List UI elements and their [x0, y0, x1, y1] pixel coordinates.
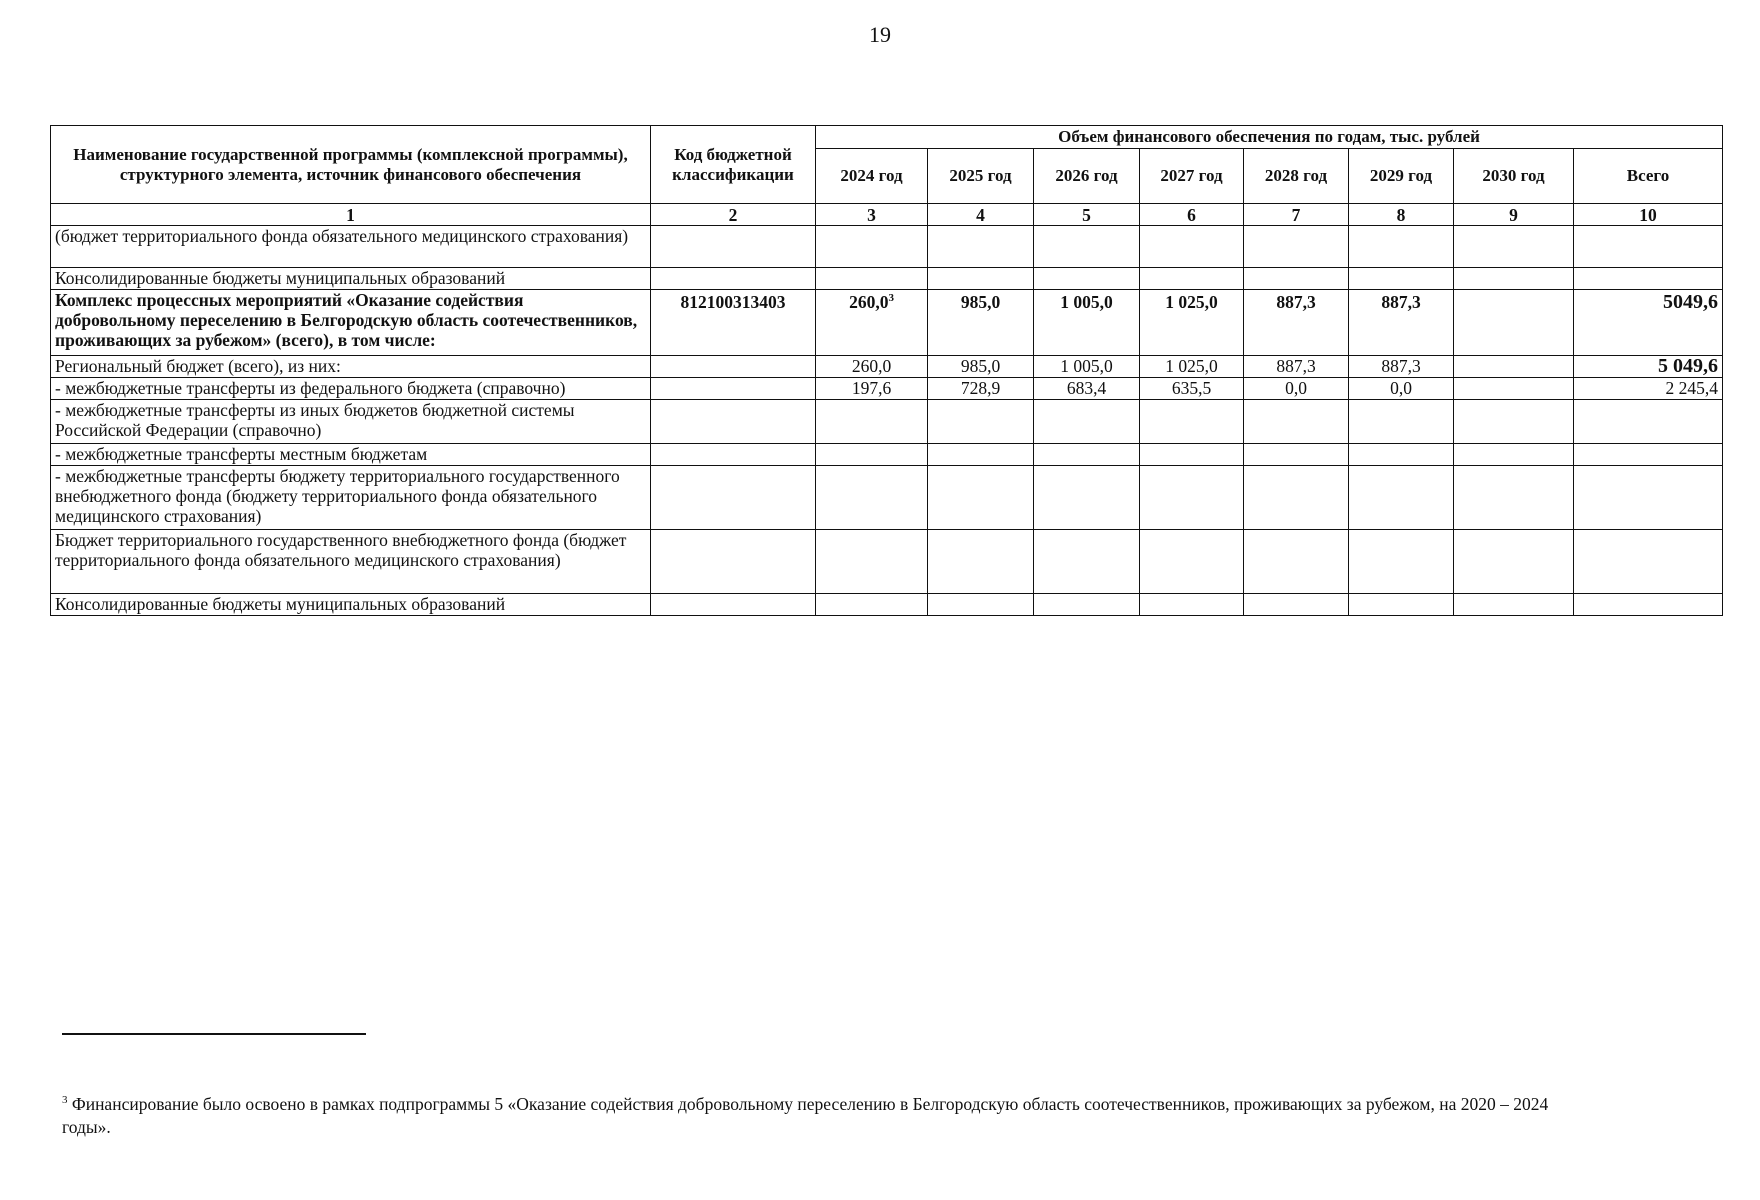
- value-total: [1574, 466, 1723, 530]
- header-year-2025: 2025 год: [928, 149, 1034, 204]
- header-total: Всего: [1574, 149, 1723, 204]
- header-financing-group: Объем финансового обеспечения по годам, тыс. рублей: [816, 126, 1723, 149]
- footnote-text: Финансирование было освоено в рамках подпрограммы 5 «Оказание содействия добровольному переселению в Белгородскую область соотечественников, проживающих за рубежом, на 2020 – 2024 годы».: [62, 1094, 1549, 1137]
- value-total: [1574, 400, 1723, 444]
- value-2026: [1034, 226, 1140, 268]
- header-code: Код бюджетной классификации: [651, 126, 816, 204]
- column-number: 6: [1140, 204, 1244, 226]
- value-2028: [1244, 444, 1349, 466]
- value-2028: 887,3: [1244, 290, 1349, 356]
- value-2027: [1140, 594, 1244, 616]
- page-number: 19: [869, 22, 891, 47]
- value-2026: [1034, 594, 1140, 616]
- value-2024: [816, 594, 928, 616]
- value-2027: [1140, 530, 1244, 594]
- value-2029: [1349, 530, 1454, 594]
- value-2030: [1454, 594, 1574, 616]
- column-number: 10: [1574, 204, 1723, 226]
- value-total: [1574, 226, 1723, 268]
- value-2030: [1454, 444, 1574, 466]
- footnote-mark: 3: [62, 1094, 68, 1107]
- value-2026: [1034, 466, 1140, 530]
- value-2029: 887,3: [1349, 290, 1454, 356]
- value-2030: [1454, 356, 1574, 378]
- row-name: - межбюджетные трансферты из иных бюджетов бюджетной системы Российской Федерации (справочно): [51, 400, 651, 444]
- value-2026: 1 005,0: [1034, 290, 1140, 356]
- row-name: - межбюджетные трансферты из федерального бюджета (справочно): [51, 378, 651, 400]
- value-2029: [1349, 466, 1454, 530]
- value-2027: [1140, 466, 1244, 530]
- header-year-2024: 2024 год: [816, 149, 928, 204]
- value-total: 5049,6: [1574, 290, 1723, 356]
- value-2028: [1244, 530, 1349, 594]
- row-code: [651, 594, 816, 616]
- value-2024: [816, 444, 928, 466]
- value-2029: 887,3: [1349, 356, 1454, 378]
- value-2026: [1034, 400, 1140, 444]
- footnote: [62, 1093, 1582, 1139]
- row-code: [651, 226, 816, 268]
- value-2027: [1140, 268, 1244, 290]
- table-row: [51, 444, 1723, 466]
- value-total: [1574, 444, 1723, 466]
- value-2026: 683,4: [1034, 378, 1140, 400]
- table-row: [51, 530, 1723, 594]
- value-2025: [928, 466, 1034, 530]
- row-name: Комплекс процессных мероприятий «Оказание содействия добровольному переселению в Белгородскую область соотечественников, проживающих за рубежом» (всего), в том числе:: [51, 290, 651, 356]
- row-code: [651, 444, 816, 466]
- row-name: - межбюджетные трансферты бюджету территориального государственного внебюджетного фонда (бюджету территориального фонда обязательного медицинского страхования): [51, 466, 651, 530]
- value-2024: [816, 290, 928, 356]
- value-2027: [1140, 226, 1244, 268]
- column-number: 4: [928, 204, 1034, 226]
- value-2027: 1 025,0: [1140, 356, 1244, 378]
- column-number-row: [51, 204, 1723, 226]
- value-2029: [1349, 594, 1454, 616]
- value-2030: [1454, 226, 1574, 268]
- value-total: [1574, 530, 1723, 594]
- financing-table: [50, 125, 1723, 616]
- footnote-reference: 3: [888, 292, 894, 305]
- header-year-2027: 2027 год: [1140, 149, 1244, 204]
- row-name: Консолидированные бюджеты муниципальных образований: [51, 268, 651, 290]
- row-name: - межбюджетные трансферты местным бюджетам: [51, 444, 651, 466]
- table-row: [51, 356, 1723, 378]
- value-2030: [1454, 290, 1574, 356]
- value-2025: [928, 594, 1034, 616]
- value-2024: [816, 226, 928, 268]
- value-2025: [928, 400, 1034, 444]
- header-year-2026: 2026 год: [1034, 149, 1140, 204]
- header-year-2030: 2030 год: [1454, 149, 1574, 204]
- table-row: [51, 400, 1723, 444]
- row-name: (бюджет территориального фонда обязательного медицинского страхования): [51, 226, 651, 268]
- row-code: [651, 268, 816, 290]
- value-total: 5 049,6: [1574, 356, 1723, 378]
- value-2028: [1244, 400, 1349, 444]
- value-2026: [1034, 444, 1140, 466]
- value-2025: [928, 268, 1034, 290]
- column-number: 7: [1244, 204, 1349, 226]
- table-row: [51, 466, 1723, 530]
- value-2028: [1244, 268, 1349, 290]
- value-2027: 635,5: [1140, 378, 1244, 400]
- value-2025: 985,0: [928, 290, 1034, 356]
- table-row: [51, 594, 1723, 616]
- value-2029: [1349, 444, 1454, 466]
- value-2024: [816, 466, 928, 530]
- value-2027: [1140, 444, 1244, 466]
- value-2024: [816, 400, 928, 444]
- table-row-complex: [51, 290, 1723, 356]
- value-2025: 985,0: [928, 356, 1034, 378]
- value-2024: 260,0: [816, 356, 928, 378]
- value-2026: [1034, 268, 1140, 290]
- value-2025: 728,9: [928, 378, 1034, 400]
- footnote-divider: [62, 1033, 366, 1035]
- row-code: [651, 400, 816, 444]
- table-row: [51, 226, 1723, 268]
- value-2028: 887,3: [1244, 356, 1349, 378]
- value-2026: [1034, 530, 1140, 594]
- column-number: 9: [1454, 204, 1574, 226]
- row-code: [651, 378, 816, 400]
- value-2024-number: 260,0: [849, 292, 889, 312]
- header-name: Наименование государственной программы (комплексной программы), структурного элемента, источник финансового обеспечения: [51, 126, 651, 204]
- value-total: 2 245,4: [1574, 378, 1723, 400]
- value-2030: [1454, 400, 1574, 444]
- table-row: [51, 378, 1723, 400]
- value-2025: [928, 530, 1034, 594]
- column-number: 1: [51, 204, 651, 226]
- value-2028: [1244, 466, 1349, 530]
- value-2027: 1 025,0: [1140, 290, 1244, 356]
- row-code: 812100313403: [651, 290, 816, 356]
- value-total: [1574, 594, 1723, 616]
- value-2024: 197,6: [816, 378, 928, 400]
- value-2024: [816, 530, 928, 594]
- value-2029: 0,0: [1349, 378, 1454, 400]
- value-2029: [1349, 226, 1454, 268]
- value-2030: [1454, 378, 1574, 400]
- value-2028: 0,0: [1244, 378, 1349, 400]
- header-year-2028: 2028 год: [1244, 149, 1349, 204]
- value-2025: [928, 444, 1034, 466]
- header-year-2029: 2029 год: [1349, 149, 1454, 204]
- row-name: Бюджет территориального государственного внебюджетного фонда (бюджет территориального фонда обязательного медицинского страхования): [51, 530, 651, 594]
- value-2030: [1454, 466, 1574, 530]
- value-2026: 1 005,0: [1034, 356, 1140, 378]
- value-2024: [816, 268, 928, 290]
- row-code: [651, 530, 816, 594]
- value-total: [1574, 268, 1723, 290]
- row-name: Региональный бюджет (всего), из них:: [51, 356, 651, 378]
- value-2029: [1349, 400, 1454, 444]
- column-number: 5: [1034, 204, 1140, 226]
- row-name: Консолидированные бюджеты муниципальных образований: [51, 594, 651, 616]
- row-code: [651, 466, 816, 530]
- value-2029: [1349, 268, 1454, 290]
- column-number: 3: [816, 204, 928, 226]
- value-2028: [1244, 594, 1349, 616]
- value-2028: [1244, 226, 1349, 268]
- value-2027: [1140, 400, 1244, 444]
- table-row: [51, 268, 1723, 290]
- value-2030: [1454, 268, 1574, 290]
- column-number: 8: [1349, 204, 1454, 226]
- row-code: [651, 356, 816, 378]
- column-number: 2: [651, 204, 816, 226]
- value-2030: [1454, 530, 1574, 594]
- value-2025: [928, 226, 1034, 268]
